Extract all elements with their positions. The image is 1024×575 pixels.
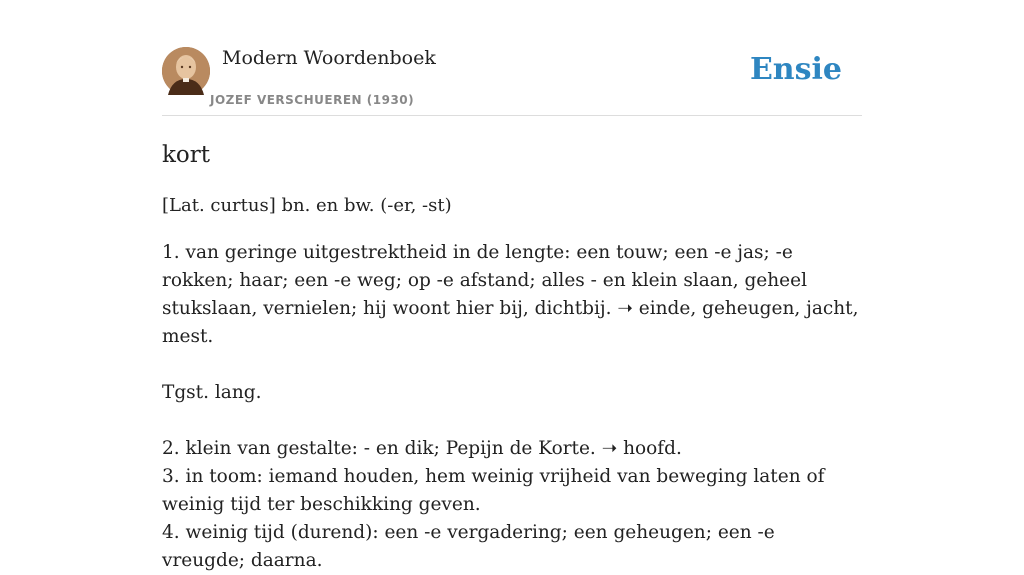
definition-line: 1. van geringe uitgestrektheid in de lengte: een touw; een -e jas; -e rokken; haar; een -e weg; op -e afstand; alles - en klein slaan, geheel stukslaan, vernielen; hij woont hier bij, dichtbij. ➝ einde, geheugen, jacht, mest. [162,242,859,347]
entry-body [162,239,862,575]
portrait-icon [162,47,210,95]
brand-logo[interactable]: Ensie [749,52,842,87]
entry-etymology: [Lat. curtus] bn. en bw. (-er, -st) [162,195,452,216]
entry-headword: kort [162,142,211,168]
header [162,0,862,116]
definition-line: 2. klein van gestalte: - en dik; Pepijn de Korte. ➝ hoofd. [162,438,682,459]
spacer [162,351,862,379]
author-name[interactable]: JOZEF VERSCHUEREN (1930) [210,93,415,107]
definition-line: Tgst. lang. [162,382,262,403]
spacer [162,407,862,435]
definition-line: 4. weinig tijd (durend): een -e vergadering; een geheugen; een -e vreugde; daarna. [162,522,775,571]
definition-line: 3. in toom: iemand houden, hem weinig vrijheid van beweging laten of weinig tijd ter beschikking geven. [162,466,825,515]
author-avatar[interactable] [162,47,210,95]
book-title[interactable]: Modern Woordenboek [222,47,436,69]
page [162,0,862,571]
